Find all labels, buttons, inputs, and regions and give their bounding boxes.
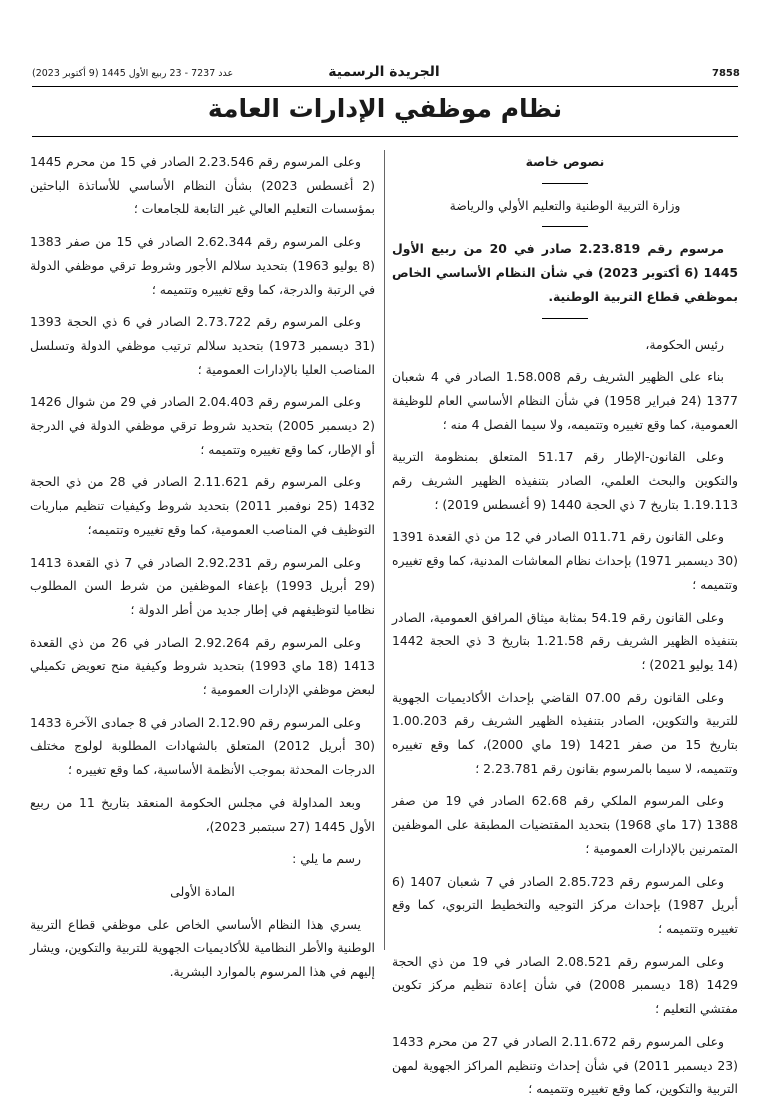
article-text: يسري هذا النظام الأساسي الخاص على موظفي قطاع التربية الوطنية والأطر النظامية للأكاديميات الجهوية للتربية والتكوين، ويشار إليهم في هذا المرسوم بالموارد البشرية. <box>30 916 375 980</box>
ministry-name: وزارة التربية الوطنية والتعليم الأولي والرياضة <box>449 197 681 213</box>
preamble-paragraph: وعلى المرسوم الملكي رقم 62.68 الصادر في 19 من صفر 1388 (17 ماي 1968) بتحديد المقتضيات المطبقة على الموظفين المتمرنين بالإدارات العمومية ؛ <box>392 793 738 856</box>
preamble-paragraph: وعلى المرسوم رقم 2.62.344 الصادر في 15 من صفر 1383 (8 يوليو 1963) بتحديد سلالم الأجور وشروط ترقي موظفي الدولة في الرتبة والدرجة، كما وقع تغييره وتتميمه ؛ <box>30 234 375 297</box>
right-column <box>392 150 738 1110</box>
separator <box>542 226 588 227</box>
article-heading: المادة الأولى <box>170 883 235 899</box>
preamble-paragraph: وعلى المرسوم رقم 2.11.621 الصادر في 28 من ذي الحجة 1432 (25 نوفمبر 2011) بتحديد شروط وكيفيات تنظيم مباريات التوظيف في المناصب العمومية، كما وقع تغييره وتتميمه؛ <box>30 474 375 537</box>
preamble-paragraph: وعلى المرسوم رقم 2.73.722 الصادر في 6 ذي الحجة 1393 (31 ديسمبر 1973) بتحديد سلالم ترتيب موظفي الدولة وتسلسل المناصب العليا بالإدارات العمومية ؛ <box>30 314 375 377</box>
main-title: نظام موظفي الإدارات العامة <box>207 94 563 123</box>
header-rule <box>32 86 738 87</box>
section-heading: نصوص خاصة <box>525 154 605 169</box>
opening: رئيس الحكومة، <box>645 336 724 352</box>
preamble-paragraph: وعلى المرسوم رقم 2.12.90 الصادر في 8 جمادى الآخرة 1433 (30 أبريل 2012) المتعلق بالشهادات المطلوبة لولوج مختلف الدرجات المحدثة بموجب الأنظمة الأساسية، كما وقع تغييره ؛ <box>30 714 375 778</box>
column-divider <box>384 150 385 950</box>
preamble-paragraph: وعلى المرسوم رقم 2.85.723 الصادر في 7 شعبان 1407 (6 أبريل 1987) بإحداث مركز التوجيه والتخطيط التربوي، كما وقع تغييره وتتميمه ؛ <box>392 873 739 936</box>
preamble-paragraph: وعلى المرسوم رقم 2.04.403 الصادر في 29 من شوال 1426 (2 ديسمبر 2005) بتحديد شروط ترقي موظفي الدولة في الدرجة أو الإطار، كما وقع تغييره وتتميمه ؛ <box>30 394 376 457</box>
page-header <box>0 64 768 84</box>
title-rule <box>32 136 738 137</box>
preamble-paragraph: وعلى المرسوم رقم 2.11.672 الصادر في 27 من محرم 1433 (23 ديسمبر 2011) في شأن إحداث وتنظيم المراكز الجهوية لمهن التربية والتكوين، كما وقع تغييره وتتميمه ؛ <box>392 1033 739 1097</box>
preamble-paragraph: وعلى المرسوم رقم 2.92.264 الصادر في 26 من ذي القعدة 1413 (18 ماي 1993) بتحديد شروط وكيفية منح تعويض تكميلي لبعض موظفي الإدارات العمومية ؛ <box>30 634 375 698</box>
preamble-paragraph: بناء على الظهير الشريف رقم 1.58.008 الصادر في 4 شعبان 1377 (24 فبراير 1958) في شأن النظام الأساسي العام للوظيفة العمومية، كما وقع تغييره وتتميمه، ولا سيما الفصل 4 منه ؛ <box>392 369 738 432</box>
separator <box>542 318 588 319</box>
decree-title: مرسوم رقم 2.23.819 صادر في 20 من ربيع الأول 1445 (6 أكتوبر 2023) في شأن النظام الأساسي الخاص بموظفي قطاع التربية الوطنية. <box>392 241 738 304</box>
preamble-paragraph: وعلى القانون رقم 07.00 القاضي بإحداث الأكاديميات الجهوية للتربية والتكوين، الصادر بتنفيذه الظهير الشريف رقم 1.00.203 بتاريخ 15 من صفر 1421 (19 ماي 2000)، كما وقع تغييره وتتميمه، لا سيما بالمرسوم بقانون رقم 2.23.781 ؛ <box>392 689 738 776</box>
preamble-paragraph: وعلى القانون-الإطار رقم 51.17 المتعلق بمنظومة التربية والتكوين والبحث العلمي، الصادر بتنفيذه الظهير الشريف رقم 1.19.113 بتاريخ 7 ذي الحجة 1440 (9 أغسطس 2019) ؛ <box>392 449 738 512</box>
issue-info: عدد 7237 - 23 ربيع الأول 1445 (9 أكتوبر 2023) <box>32 68 234 79</box>
deliberation-paragraph: وبعد المداولة في مجلس الحكومة المنعقد بتاريخ 11 من ربيع الأول 1445 (27 سبتمبر 2023)، <box>30 794 375 834</box>
decree-intro: رسم ما يلي : <box>292 851 361 867</box>
page-number: 7858 <box>712 68 740 79</box>
preamble-paragraph: وعلى المرسوم رقم 2.08.521 الصادر في 19 من ذي الحجة 1429 (18 ديسمبر 2008) في شأن إعادة تنظيم مركز تكوين مفتشي التعليم ؛ <box>392 953 738 1017</box>
preamble-paragraph: وعلى القانون رقم 011.71 الصادر في 12 من ذي القعدة 1391 (30 ديسمبر 1971) بإحداث نظام المعاشات المدنية، كما وقع تغييره وتتميمه ؛ <box>391 529 738 592</box>
left-column <box>30 150 375 993</box>
separator <box>542 183 588 184</box>
preamble-paragraph: وعلى المرسوم رقم 2.92.231 الصادر في 7 ذي القعدة 1413 (29 أبريل 1993) بإعفاء الموظفين من شرط السن المطلوب نظاميا لتوظيفهم في إطار جديد من أطر الدولة ؛ <box>30 554 375 617</box>
journal-title: الجريدة الرسمية <box>328 64 440 80</box>
preamble-paragraph: وعلى المرسوم رقم 2.23.546 الصادر في 15 من محرم 1445 (2 أغسطس 2023) بشأن النظام الأساسي للأساتذة الباحثين بمؤسسات التعليم العالي غير التابعة للجامعات ؛ <box>30 154 375 217</box>
preamble-paragraph: وعلى القانون رقم 54.19 بمثابة ميثاق المرافق العمومية، الصادر بتنفيذه الظهير الشريف رقم 1.21.58 بتاريخ 3 ذي الحجة 1442 (14 يوليو 2021) ؛ <box>392 609 738 672</box>
